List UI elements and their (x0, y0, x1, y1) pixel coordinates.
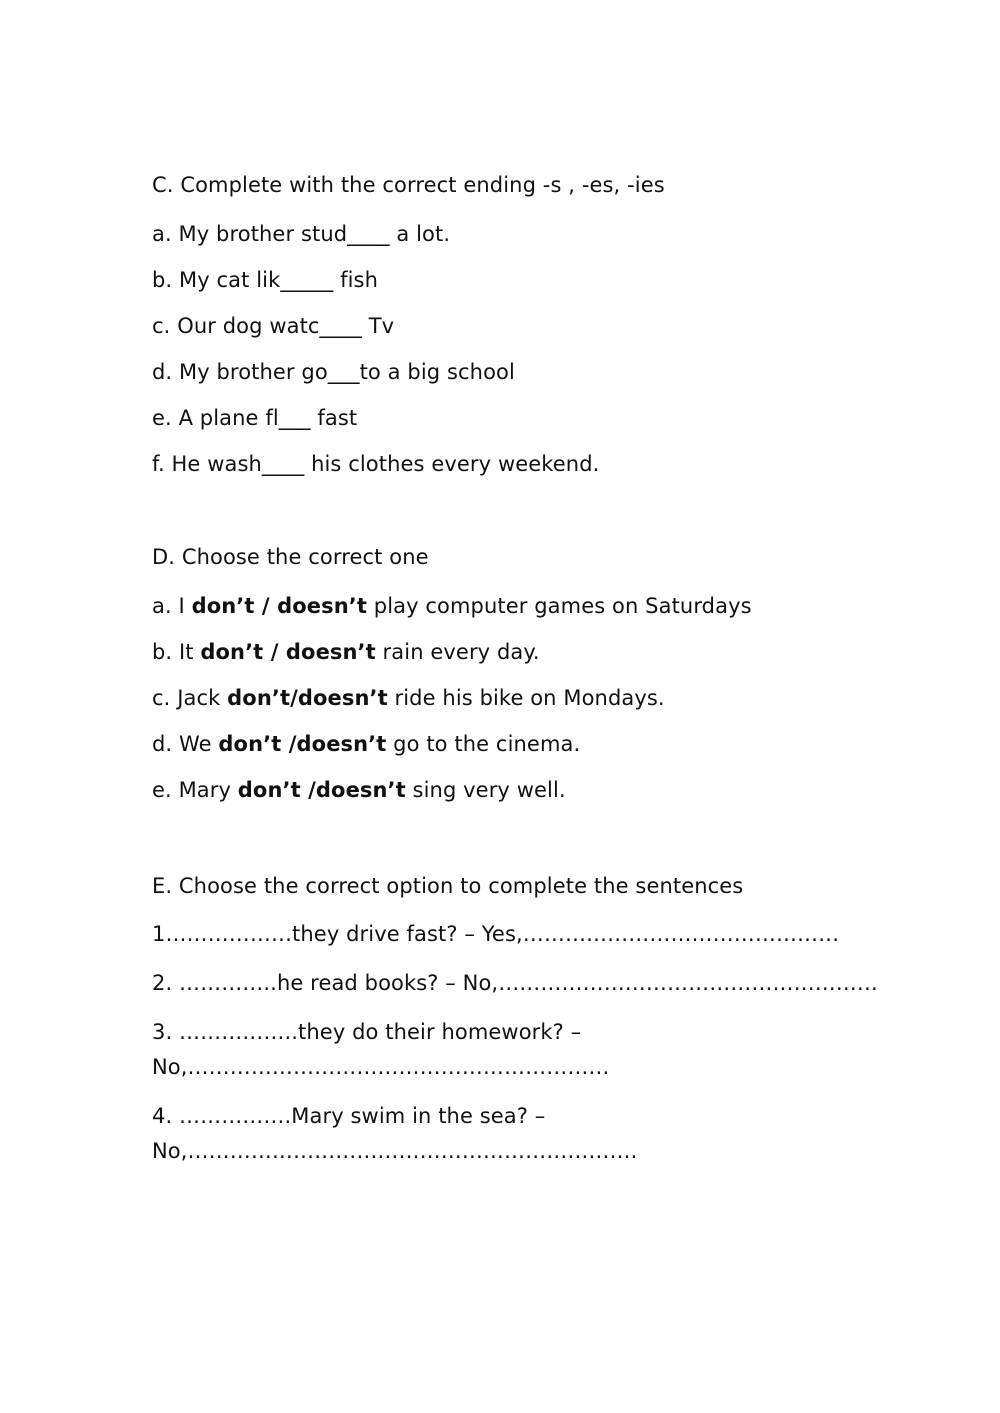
choice-text: don’t /doesn’t (237, 778, 406, 802)
section-d-item-b: b. It don’t / doesn’t rain every day. (152, 640, 540, 664)
section-e-item-3: 3. ……………..they do their homework? – (152, 1020, 582, 1044)
section-e-heading: E. Choose the correct option to complete the sentences (152, 874, 744, 898)
choice-text: don’t / doesn’t (191, 594, 367, 618)
section-c-item-c: c. Our dog watc____ Tv (152, 314, 395, 338)
choice-text: don’t/doesn’t (227, 686, 388, 710)
section-c-heading: C. Complete with the correct ending -s , -es, -ies (152, 173, 665, 197)
section-c-item-b: b. My cat lik_____ fish (152, 268, 379, 292)
section-c-item-f: f. He wash____ his clothes every weekend. (152, 452, 600, 476)
section-e-item-3-answer: No,…………………………………………………… (152, 1055, 610, 1079)
section-e-item-4: 4. …………….Mary swim in the sea? – (152, 1104, 546, 1128)
section-d-item-d: d. We don’t /doesn’t go to the cinema. (152, 732, 581, 756)
section-d-item-c: c. Jack don’t/doesn’t ride his bike on Mondays. (152, 686, 665, 710)
section-c-item-e: e. A plane fl___ fast (152, 406, 358, 430)
section-c-item-d: d. My brother go___to a big school (152, 360, 515, 384)
section-d-heading: D. Choose the correct one (152, 545, 429, 569)
section-c-item-a: a. My brother stud____ a lot. (152, 222, 451, 246)
choice-text: don’t /doesn’t (218, 732, 387, 756)
section-e-item-1: 1………………they drive fast? – Yes,……………………………………… (152, 922, 840, 946)
section-e-item-4-answer: No,………………………………………………………. (152, 1139, 638, 1163)
section-d-item-a: a. I don’t / doesn’t play computer games on Saturdays (152, 594, 752, 618)
section-e-item-2: 2. …………..he read books? – No,……………………………………………… (152, 971, 878, 995)
choice-text: don’t / doesn’t (200, 640, 376, 664)
section-d-item-e: e. Mary don’t /doesn’t sing very well. (152, 778, 566, 802)
